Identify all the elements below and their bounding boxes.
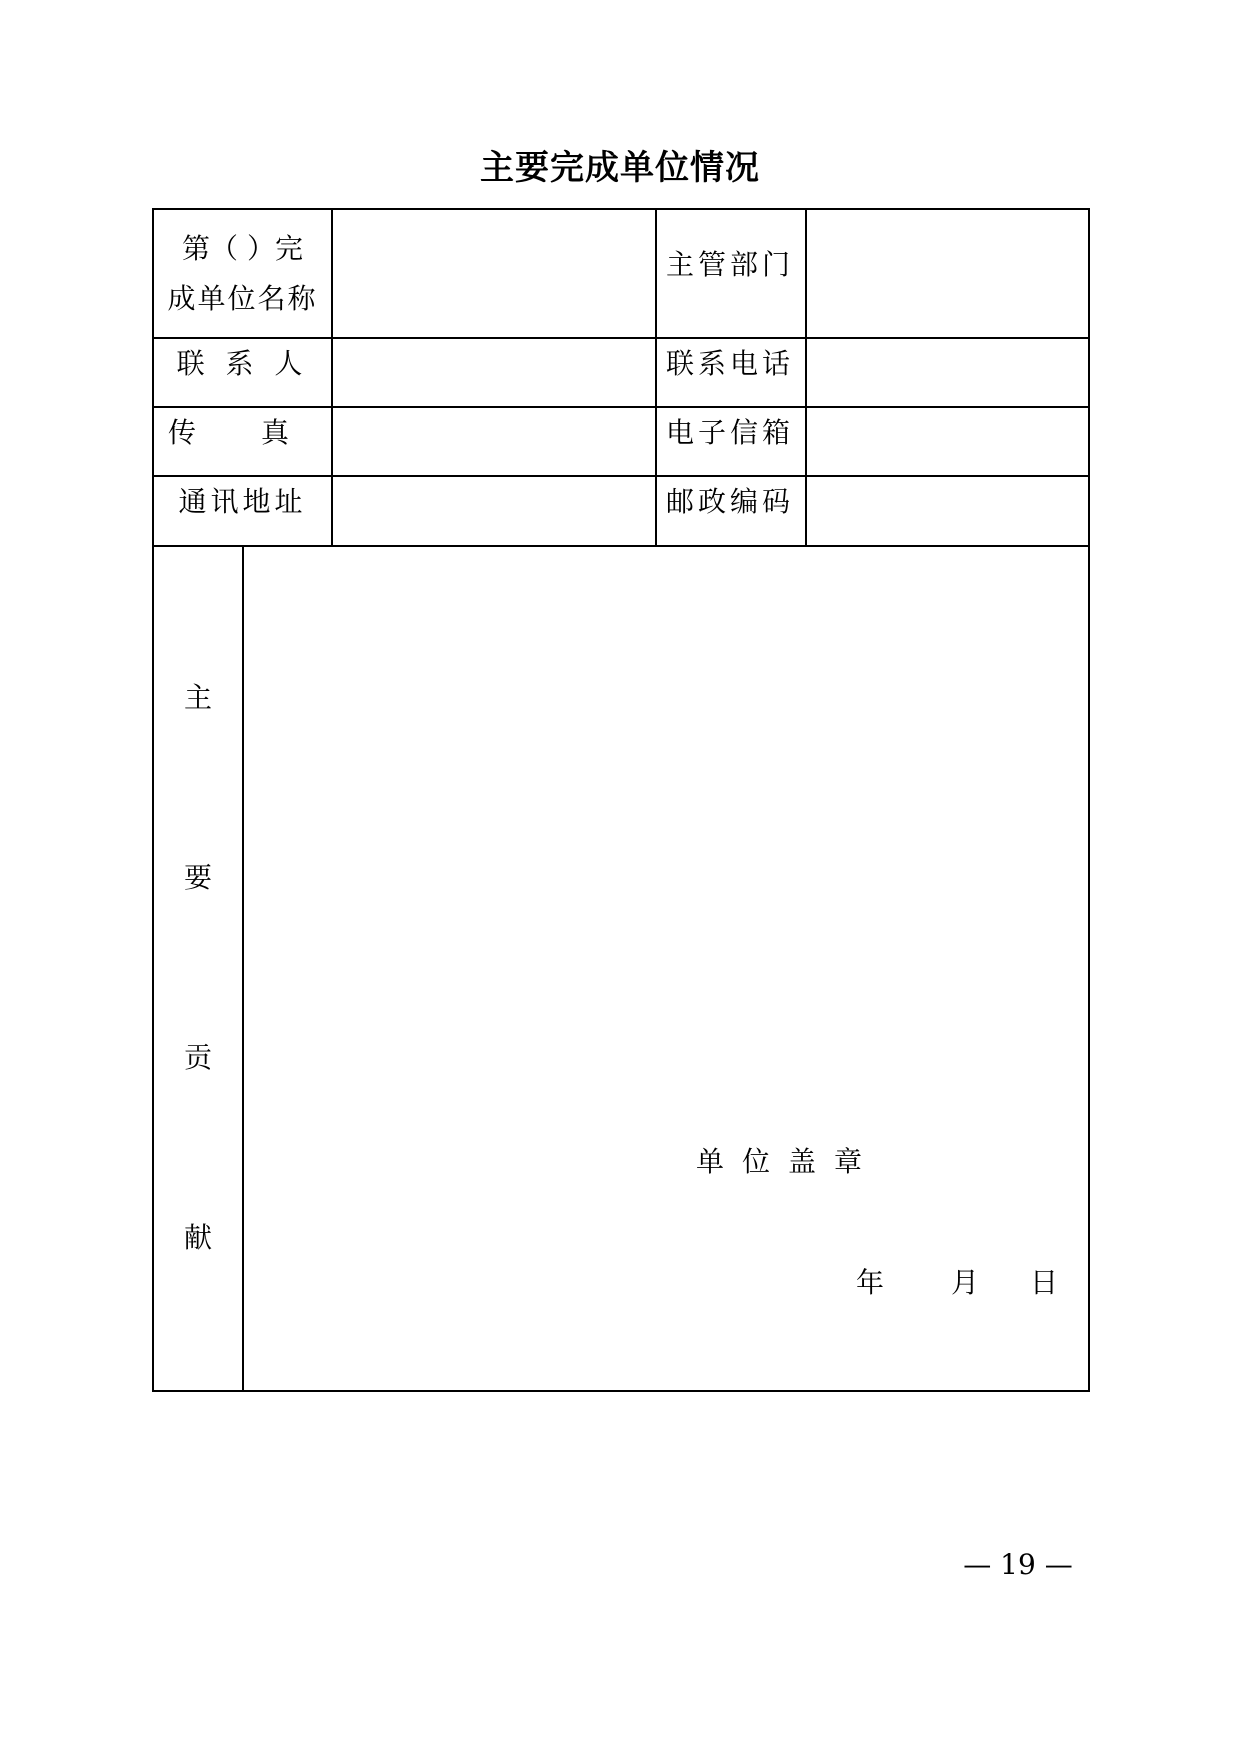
address-label: 通讯地址 — [178, 485, 307, 518]
unit-stamp-label: 单位盖章 — [696, 1145, 881, 1178]
column-divider — [331, 210, 333, 547]
column-divider — [805, 210, 807, 547]
unit-info-form — [152, 208, 1090, 1392]
email-label: 电子信箱 — [665, 416, 794, 449]
contribution-char: 贡 — [183, 1041, 212, 1074]
month-label: 月 — [951, 1266, 980, 1299]
unit-name-label — [154, 210, 331, 337]
phone-label: 联系电话 — [665, 347, 794, 380]
unit-name-label-line2: 成单位名称 — [167, 281, 318, 315]
day-label: 日 — [1030, 1266, 1059, 1299]
contribution-char: 献 — [183, 1221, 212, 1254]
contribution-char: 要 — [183, 861, 212, 894]
page-number: — 19 — — [963, 1548, 1073, 1581]
page-title: 主要完成单位情况 — [480, 148, 760, 188]
postcode-label: 邮政编码 — [665, 485, 794, 518]
column-divider — [242, 547, 244, 1390]
year-label: 年 — [856, 1266, 885, 1299]
supervisor-label: 主管部门 — [665, 248, 794, 281]
contribution-char: 主 — [183, 681, 212, 714]
row-divider — [154, 545, 1088, 547]
contact-label: 联 系 人 — [176, 347, 309, 380]
unit-name-label-line1: 第（ ）完 — [182, 231, 303, 265]
fax-label: 传 真 — [168, 416, 317, 449]
main-contribution-label — [154, 548, 242, 1390]
